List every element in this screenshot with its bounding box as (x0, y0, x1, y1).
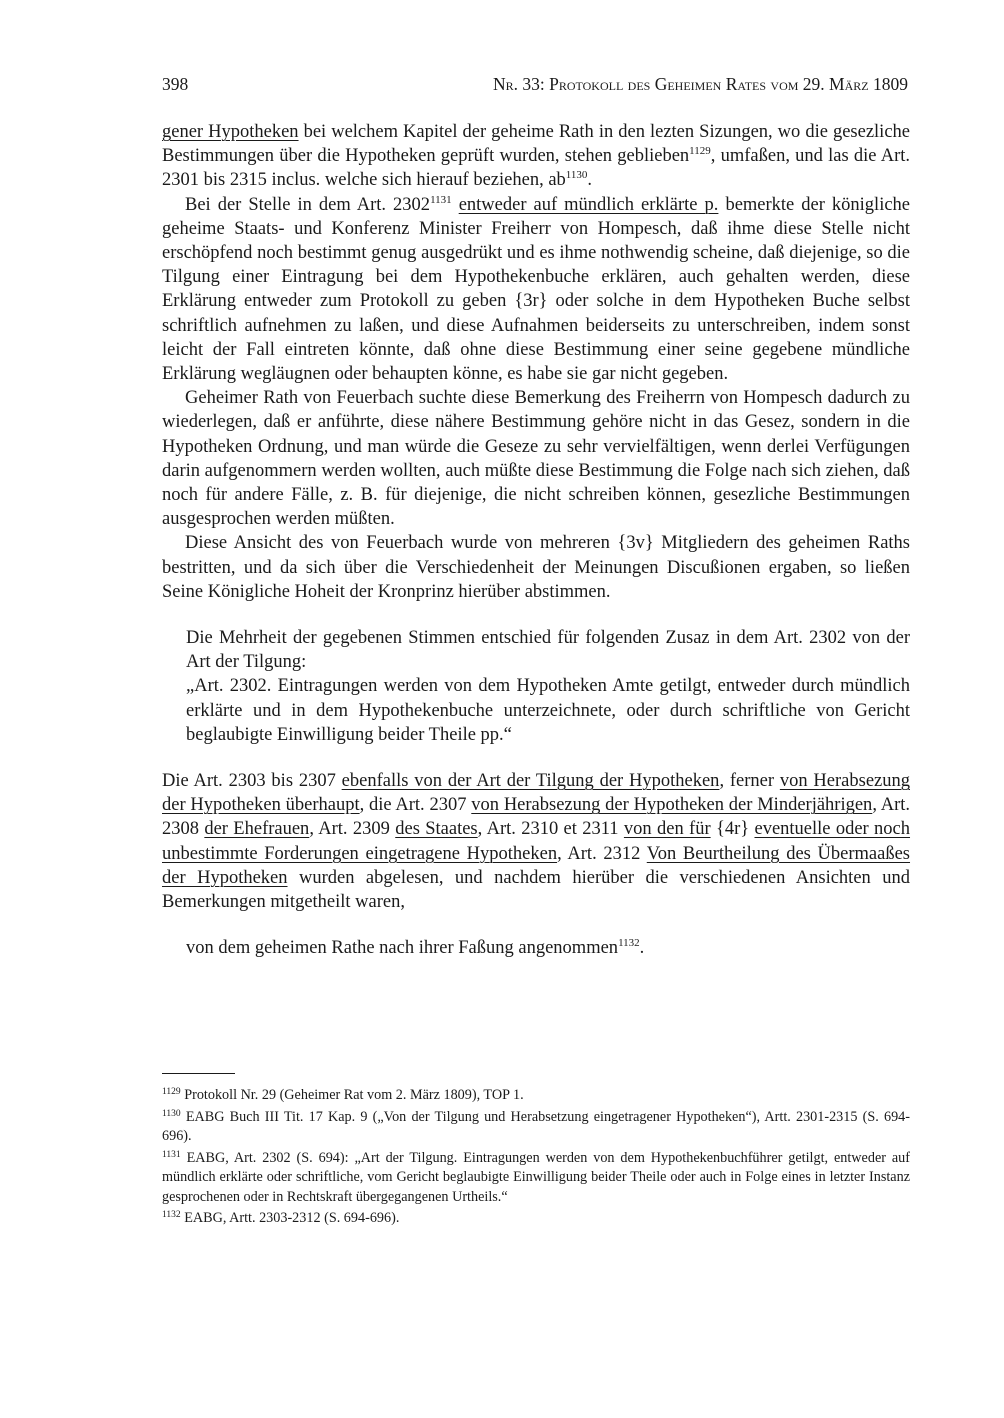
paragraph-3: Geheimer Rath von Feuerbach suchte diese Bemerkung des Freiherrn von Hompesch dadurch zu wiederlegen, daß er anführte, diese nähere Bestimmung gehöre nicht in das Gesez, sondern in die Hypotheken Ordnung, und man würde die Geseze zu sehr vervielfältigen, wenn derlei Verfügungen darin aufgenommern werden wollten, auch müßte diese Bestimmung die Folge nach sich ziehen, daß noch für andere Fälle, z. B. für diejenige, die nicht schreiben können, gesezliche Bestimmungen ausgesprochen werden müßten. (162, 388, 910, 530)
paragraph-4: Diese Ansicht des von Feuerbach wurde von mehreren {3v} Mitgliedern des geheimen Raths bestritten, und da sich über die Verschiedenheit der Meinungen Discußionen ergaben, so ließen Seine Königliche Hoheit der Kronprinz hierüber abstimmen. (162, 533, 910, 602)
text-run: , umfaßen, und las die Art. 2301 bis 2315 inclus. welche sich hierauf beziehen, ab (162, 146, 911, 191)
resolution-text: „Art. 2302. Eintragungen werden von dem Hypotheken Amte getilgt, entweder durch mündlich erklärte und in dem Hypothekenbuche unterzeichnete, oder durch schriftliche von Gericht beglaubigte Einwilligung beider Theile pp.“ (186, 676, 910, 745)
footnote-ref-1132: 1132 (618, 937, 640, 950)
text-run: Die Art. 2303 bis 2307 (162, 771, 342, 792)
main-text (162, 120, 910, 961)
text-run (452, 195, 459, 215)
running-head (493, 74, 908, 95)
footnote-text: EABG Buch III Tit. 17 Kap. 9 („Von der Tilgung und Herabsetzung eingetragener Hypotheken“), Artt. 2301-2315 (S. 694-696). (162, 1108, 910, 1144)
text-run: Bei der Stelle in dem Art. 2302 (185, 194, 431, 215)
underlined-phrase: des Staates (395, 819, 478, 840)
text-run: , Art. 2310 et 2311 (477, 819, 624, 840)
text-run: bei welchem Kapitel der geheime Rath in den lezten Sizungen, wo die gesezliche Bestimmungen über die Hypotheken geprüft wurden, stehen geblieben (162, 122, 910, 167)
underlined-phrase: von Herabsezung der Hypotheken der Minderjährigen (471, 795, 873, 816)
resolution-block (186, 626, 910, 747)
footnotes (162, 1086, 910, 1231)
text-run: . (639, 938, 645, 959)
underlined-phrase: von Herabsezung der Hypotheken überhaupt (162, 771, 910, 816)
running-head-text: Nr. 33: Protokoll des Geheimen Rates vom 29. März 1809 (492, 74, 908, 94)
footnote-text: EABG, Art. 2302 (S. 694): „Art der Tilgung. Eintragungen werden von dem Hypothekenbuchführer getilgt, entweder auf mündlich erklärte oder schriftliche, vom Gericht beglaubigte Einwilligung beider Theile oder auch in Folge eines in letzter Instanz gesprochenen oder in Rechtskraft übergegangenen Urtheils.“ (162, 1149, 910, 1205)
underlined-phrase: eventuelle oder noch unbestimmte Forderungen eingetragene Hypotheken (162, 819, 911, 864)
footnote-number: 1132 (162, 1210, 181, 1220)
underlined-phrase: von den für (623, 819, 711, 840)
footnote-number: 1130 (162, 1108, 181, 1119)
page-number: 398 (162, 74, 189, 94)
page-header (162, 74, 908, 98)
text-run: , die Art. 2307 (359, 795, 472, 816)
footnote (162, 1086, 910, 1106)
paragraph-6 (186, 936, 910, 960)
footnote-ref-1129: 1129 (689, 145, 711, 158)
footnote (162, 1149, 910, 1208)
paragraph-5 (162, 769, 910, 914)
footnote-ref-1130: 1130 (565, 169, 588, 182)
text-run: , Art. 2309 (309, 819, 396, 840)
footnote-ref-1131: 1131 (430, 193, 452, 206)
text-run: , Art. 2312 (557, 843, 647, 864)
underlined-phrase: entweder auf mündlich erklärte p. (458, 194, 719, 215)
text-run: bemerkte der königliche geheime Staats- und Konferenz Minister Freiherr von Hompesch, daß ihme diese Stelle nicht erschöpfend noch bestimmt genug ausgedrükt und es ihme nothwendig scheine, daß diejenige, so die Tilgung einer Eintragung bei dem Hypothekenbuche erklären, auch gehalten werden, diese Erklärung entweder zum Protokoll zu geben {3r} oder solche in dem Hypotheken Buche selbst schriftlich aufnehmen zu laßen, und diese Aufnahmen beiderseits zu unterschreiben, indem sonst leicht der Fall eintreten könnte, daß ohne diese Bestimmung einer seine gegebene mündliche Erklärung wegläugnen oder behaupten könne, es habe sie gar nicht gegeben. (162, 194, 911, 385)
underlined-phrase: Von Beurtheilung des Übermaaßes der Hypotheken (162, 843, 911, 888)
footnote-text: EABG, Artt. 2303-2312 (S. 694-696). (180, 1210, 400, 1226)
paragraph-2 (162, 193, 910, 387)
text-run: , ferner (719, 771, 780, 792)
footnote-number: 1129 (162, 1087, 181, 1097)
underlined-phrase: der Ehefrauen (204, 819, 310, 840)
footnote-text: Protokoll Nr. 29 (Geheimer Rat vom 2. März 1809), TOP 1. (180, 1087, 524, 1103)
underlined-phrase: gener Hypotheken (162, 122, 299, 142)
text-run: {4r} (710, 819, 755, 840)
resolution-intro: Die Mehrheit der gegebenen Stimmen entschied für folgenden Zusaz in dem Art. 2302 von der Art der Tilgung: (186, 628, 910, 673)
footnote-divider (162, 1073, 235, 1074)
text-run: von dem geheimen Rathe nach ihrer Faßung angenommen (186, 938, 619, 959)
footnote-number: 1131 (162, 1149, 181, 1160)
paragraph-1 (162, 120, 910, 193)
underlined-phrase: ebenfalls von der Art der Tilgung der Hypotheken (341, 771, 720, 792)
text-run: . (587, 170, 593, 191)
text-run: wurden abgelesen, und nachdem hierüber die verschiedenen Ansichten und Bemerkungen mitgetheilt waren, (162, 867, 910, 913)
footnote (162, 1108, 910, 1147)
text-run: , Art. 2308 (162, 795, 910, 840)
footnote (162, 1209, 910, 1229)
